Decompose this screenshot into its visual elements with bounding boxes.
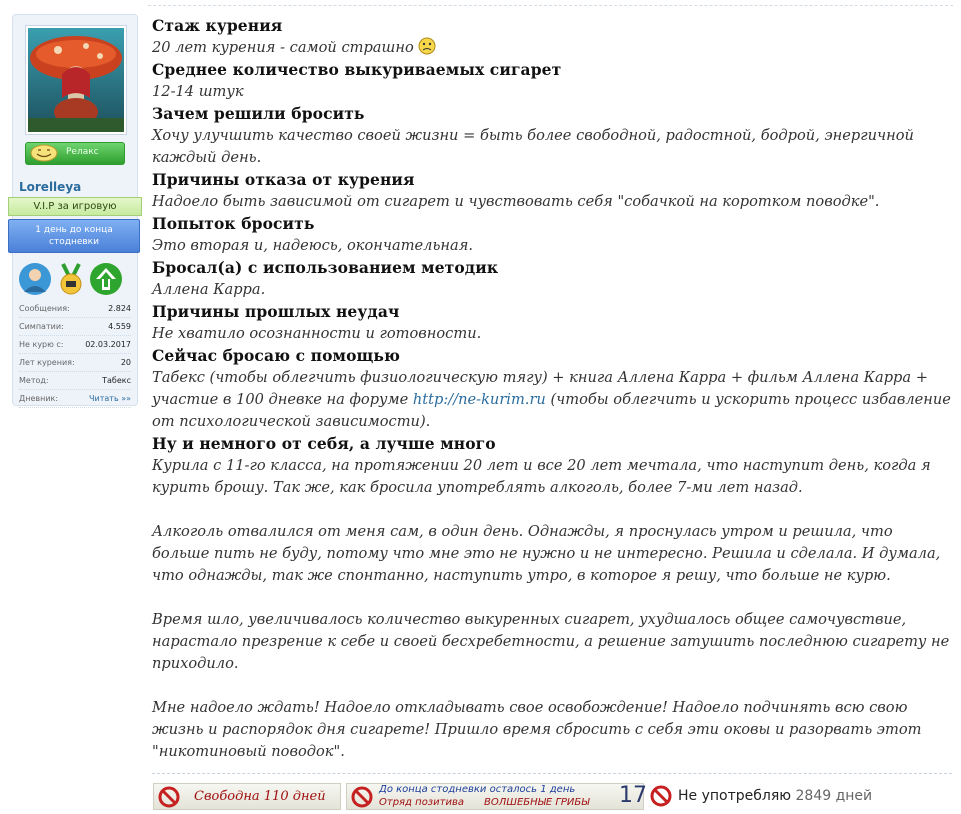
ticker-free-days[interactable] <box>153 783 341 810</box>
section-heading: Среднее количество выкуриваемых сигарет <box>152 60 562 79</box>
user-info-panel <box>12 14 138 406</box>
forum-link[interactable]: http://ne-kurim.ru <box>412 391 546 408</box>
section-heading: Причины прошлых неудач <box>152 302 400 321</box>
user-stats <box>19 300 131 408</box>
signature-divider <box>152 773 952 774</box>
diary-link[interactable]: Читать »» <box>89 394 131 403</box>
days-left-text: 1 день до конца стодневки <box>35 225 113 247</box>
user-award-icon[interactable] <box>18 262 52 296</box>
no-alcohol-icon <box>650 785 672 807</box>
worried-smiley-icon <box>418 37 436 55</box>
section-heading: Ну и немного от себя, а лучше много <box>152 434 496 453</box>
avatar[interactable] <box>25 25 127 135</box>
story-paragraph: Время шло, увеличивалось количество выкуренных сигарет, ухудшалось общее самочувствие, нарастало презрение к себе и своей бесхребетности, а решение затушить последнюю сигарету не приходило. <box>152 611 950 672</box>
section-heading: Сейчас бросаю с помощью <box>152 346 401 365</box>
story <box>152 455 952 763</box>
stat-quit-date: Не курю с: 02.03.2017 <box>19 336 131 354</box>
section-answer: Табекс (чтобы облегчить физиологическую тягу) + книга Аллена Карра + фильм Аллена Карра + участие в 100 дневке на форуме http://ne-kurim.ru (чтобы облегчить и ускорить процесс избавление от психологической зависимости). <box>152 369 951 430</box>
stat-diary: Дневник: Читать »» <box>19 390 131 408</box>
mood-label: Релакс <box>66 147 99 157</box>
ticker-abstinence-text: Не употребляю 2849 дней <box>678 788 873 804</box>
section-answer: Хочу улучшить качество своей жизни = быть более свободной, радостной, бодрой, энергичной каждый день. <box>152 127 914 166</box>
section-heading: Бросал(а) с использованием методик <box>152 258 499 277</box>
stat-years-smoking: Лет курения: 20 <box>19 354 131 372</box>
days-left-banner <box>8 219 140 253</box>
section-answer: 20 лет курения - самой страшно <box>152 37 952 59</box>
section-heading: Попыток бросить <box>152 214 315 233</box>
mood-badge[interactable] <box>25 142 125 165</box>
story-paragraph: Курила с 11-го класса, на протяжении 20 лет и все 20 лет мечтала, что наступит день, когда я курить брошу. Так же, как бросила употреблять алкоголь, более 7-ми лет назад. <box>152 457 931 496</box>
arrow-up-award-icon[interactable] <box>89 262 123 296</box>
stat-messages: Сообщения: 2.824 <box>19 300 131 318</box>
story-paragraph: Мне надоело ждать! Надоело откладывать свое освобождение! Надоело подчинять всю свою жизнь и распорядок дня сигарете! Пришло время сбросить с себя эти оковы и разорвать этот "никотиновый поводок". <box>152 699 922 760</box>
post-top-divider <box>148 5 953 6</box>
no-smoking-icon <box>351 786 373 808</box>
smiley-icon <box>30 144 58 162</box>
section-answer: 12-14 штук <box>152 83 244 100</box>
section-answer: Аллена Карра. <box>152 281 266 298</box>
user-rank-badge: V.I.P за игровую <box>8 197 142 216</box>
medal-icon[interactable] <box>54 262 88 296</box>
section-answer: Это вторая и, надеюсь, окончательная. <box>152 237 474 254</box>
ticker-countdown-text: До конца стодневки осталось 1 день <box>379 784 576 795</box>
stat-likes: Симпатии: 4.559 <box>19 318 131 336</box>
ticker-free-days-label: Свободна 110 дней <box>194 789 326 804</box>
username[interactable]: Lorelleya <box>19 180 82 194</box>
story-paragraph: Алкоголь отвалился от меня сам, в один день. Однажды, я проснулась утром и решила, что больше пить не буду, потому что мне это не нужно и не интересно. Решила и сделала. И думала, что однажды, так же спонтанно, наступить утро, в которое я решу, что больше не курю. <box>152 523 941 584</box>
section-heading: Стаж курения <box>152 16 283 35</box>
post-body <box>152 15 952 763</box>
ticker-countdown[interactable] <box>346 783 647 810</box>
ticker-number: 17 <box>619 783 647 808</box>
section-answer: Надоело быть зависимой от сигарет и чувствовать себя "собачкой на коротком поводке". <box>152 193 880 210</box>
ticker-team-name: ВОЛШЕБНЫЕ ГРИБЫ <box>484 797 590 808</box>
ticker-team-label: Отряд позитива <box>379 797 464 808</box>
stat-method: Метод: Табекс <box>19 372 131 390</box>
no-smoking-icon <box>158 786 180 808</box>
section-heading: Причины отказа от курения <box>152 170 415 189</box>
section-heading: Зачем решили бросить <box>152 104 365 123</box>
section-answer: Не хватило осознанности и готовности. <box>152 325 482 342</box>
